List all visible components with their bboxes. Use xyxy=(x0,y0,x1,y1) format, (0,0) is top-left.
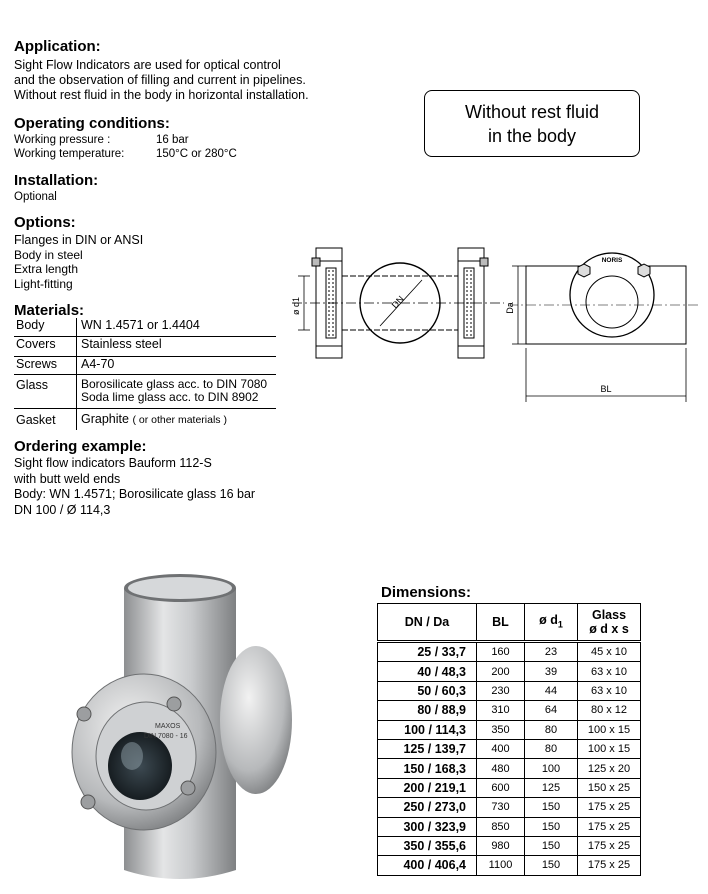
material-part: Body xyxy=(14,318,77,336)
materials-row xyxy=(14,356,276,374)
bolt-icon xyxy=(81,795,95,809)
table-row xyxy=(378,856,641,875)
ordering-line: Body: WN 1.4571; Borosilicate glass 16 bar xyxy=(14,487,256,501)
brand-label: NORIS xyxy=(601,257,623,264)
da-label: Da xyxy=(505,302,515,314)
table-row xyxy=(378,817,641,836)
options-item: Flanges in DIN or ANSI xyxy=(14,233,144,247)
options-list xyxy=(14,233,143,291)
callout-line: in the body xyxy=(487,126,577,146)
ordering-line: Sight flow indicators Bauform 112-S xyxy=(14,456,212,470)
cell-bl: 160 xyxy=(477,642,525,662)
bolt-icon xyxy=(167,697,181,711)
material-note: ( or other materials ) xyxy=(132,413,227,426)
application-line: and the observation of filling and current in pipelines. xyxy=(14,73,306,87)
application-text xyxy=(14,58,309,103)
cell-glass: 175 x 25 xyxy=(578,817,641,836)
ordering-heading: Ordering example: xyxy=(14,438,147,455)
cell-dn-da: 100 / 114,3 xyxy=(378,720,477,739)
col-d1-label: ø d xyxy=(539,612,558,627)
material-value: Stainless steel xyxy=(77,336,277,356)
table-row xyxy=(378,778,641,797)
cell-dn-da: 40 / 48,3 xyxy=(378,662,477,681)
temperature-label: Working temperature: xyxy=(14,148,125,160)
cell-bl: 200 xyxy=(477,662,525,681)
cell-d1: 150 xyxy=(525,836,578,855)
callout-line: Without rest fluid xyxy=(464,102,600,122)
cell-d1: 150 xyxy=(525,817,578,836)
material-part: Gasket xyxy=(14,408,77,430)
application-heading: Application: xyxy=(14,38,101,55)
material-part: Screws xyxy=(14,356,77,374)
table-row xyxy=(378,720,641,739)
nut xyxy=(638,264,650,277)
cell-glass: 175 x 25 xyxy=(578,856,641,875)
table-header-row xyxy=(378,604,641,642)
side-view xyxy=(508,253,698,402)
cell-glass: 150 x 25 xyxy=(578,778,641,797)
cell-glass: 100 x 15 xyxy=(578,720,641,739)
cell-glass: 100 x 15 xyxy=(578,739,641,758)
cell-bl: 730 xyxy=(477,798,525,817)
cell-glass: 175 x 25 xyxy=(578,836,641,855)
technical-drawing xyxy=(282,236,708,406)
cell-d1: 150 xyxy=(525,856,578,875)
product-photo xyxy=(60,570,310,888)
bolt-icon xyxy=(77,707,91,721)
material-part: Covers xyxy=(14,336,77,356)
material-value xyxy=(77,408,277,430)
application-line: Sight Flow Indicators are used for optical control xyxy=(14,58,281,72)
cell-bl: 400 xyxy=(477,739,525,758)
material-value-text: Graphite xyxy=(81,411,129,426)
pressure-label: Working pressure : xyxy=(14,134,111,146)
pressure-value: 16 bar xyxy=(156,134,189,146)
table-row xyxy=(378,759,641,778)
d1-label: ø d1 xyxy=(291,296,301,316)
cell-bl: 350 xyxy=(477,720,525,739)
bolt xyxy=(480,258,488,266)
table-row xyxy=(378,662,641,681)
ordering-text xyxy=(14,456,255,518)
cell-dn-da: 250 / 273,0 xyxy=(378,798,477,817)
table-row xyxy=(378,701,641,720)
cell-dn-da: 400 / 406,4 xyxy=(378,856,477,875)
cell-d1: 125 xyxy=(525,778,578,797)
material-part: Glass xyxy=(14,374,77,408)
material-value-line: Soda lime glass acc. to DIN 8902 xyxy=(81,389,259,404)
table-row xyxy=(378,642,641,662)
cell-d1: 80 xyxy=(525,739,578,758)
cell-dn-da: 200 / 219,1 xyxy=(378,778,477,797)
callout-box xyxy=(424,90,640,157)
col-d1-sub: 1 xyxy=(557,619,563,630)
cell-dn-da: 150 / 168,3 xyxy=(378,759,477,778)
cell-bl: 980 xyxy=(477,836,525,855)
plate-label: MAXOS xyxy=(155,723,181,730)
col-bl: BL xyxy=(477,604,525,642)
materials-table xyxy=(14,318,276,430)
col-d1 xyxy=(525,604,578,642)
table-row xyxy=(378,681,641,700)
cell-d1: 80 xyxy=(525,720,578,739)
cell-d1: 44 xyxy=(525,681,578,700)
cell-dn-da: 50 / 60,3 xyxy=(378,681,477,700)
installation-heading: Installation: xyxy=(14,172,99,189)
col-glass-line: ø d x s xyxy=(589,622,629,636)
materials-row xyxy=(14,408,276,430)
nut xyxy=(578,264,590,277)
cell-dn-da: 125 / 139,7 xyxy=(378,739,477,758)
ordering-line: DN 100 / Ø 114,3 xyxy=(14,502,111,517)
cell-dn-da: 80 / 88,9 xyxy=(378,701,477,720)
bolt xyxy=(312,258,320,266)
cell-glass: 45 x 10 xyxy=(578,642,641,662)
options-item: Body in steel xyxy=(14,247,83,262)
bolt-icon xyxy=(181,781,195,795)
materials-heading: Materials: xyxy=(14,302,85,319)
materials-row xyxy=(14,318,276,336)
cell-dn-da: 25 / 33,7 xyxy=(378,642,477,662)
material-value: A4-70 xyxy=(77,356,277,374)
material-value-line: Borosilicate glass acc. to DIN 7080 xyxy=(81,376,268,391)
plate-label: DIN 7080 - 16 xyxy=(144,733,188,740)
cell-glass: 63 x 10 xyxy=(578,662,641,681)
temperature-value: 150°C or 280°C xyxy=(156,148,237,160)
cell-d1: 39 xyxy=(525,662,578,681)
dimensions-table xyxy=(377,603,641,876)
cell-d1: 23 xyxy=(525,642,578,662)
cell-glass: 80 x 12 xyxy=(578,701,641,720)
dimensions-body xyxy=(378,642,641,876)
cell-d1: 64 xyxy=(525,701,578,720)
cell-bl: 310 xyxy=(477,701,525,720)
table-row xyxy=(378,836,641,855)
table-row xyxy=(378,739,641,758)
material-value xyxy=(77,374,277,408)
cell-dn-da: 300 / 323,9 xyxy=(378,817,477,836)
material-value: WN 1.4571 or 1.4404 xyxy=(77,318,277,336)
cell-d1: 150 xyxy=(525,798,578,817)
materials-row xyxy=(14,374,276,408)
dn-label: DN xyxy=(389,293,406,311)
col-dn-da: DN / Da xyxy=(378,604,477,642)
cell-bl: 230 xyxy=(477,681,525,700)
installation-value: Optional xyxy=(14,191,57,203)
cell-bl: 850 xyxy=(477,817,525,836)
cell-dn-da: 350 / 355,6 xyxy=(378,836,477,855)
ordering-line: with butt weld ends xyxy=(14,471,121,486)
pipe-end-inner xyxy=(128,577,232,599)
col-glass-line: Glass xyxy=(591,608,627,622)
cell-bl: 1100 xyxy=(477,856,525,875)
dimensions-heading: Dimensions: xyxy=(381,584,472,601)
materials-row xyxy=(14,336,276,356)
options-item: Extra length xyxy=(14,262,79,276)
cell-bl: 480 xyxy=(477,759,525,778)
sight-glass xyxy=(108,732,172,800)
cell-glass: 175 x 25 xyxy=(578,798,641,817)
cell-glass: 63 x 10 xyxy=(578,681,641,700)
cell-glass: 125 x 20 xyxy=(578,759,641,778)
back-flange xyxy=(220,646,292,794)
operating-heading: Operating conditions: xyxy=(14,115,170,132)
application-line: Without rest fluid in the body in horizontal installation. xyxy=(14,88,309,102)
bl-label: BL xyxy=(600,384,612,394)
cell-bl: 600 xyxy=(477,778,525,797)
options-heading: Options: xyxy=(14,214,76,231)
table-row xyxy=(378,798,641,817)
col-glass xyxy=(578,604,641,642)
options-item: Light-fitting xyxy=(14,276,73,291)
cell-d1: 100 xyxy=(525,759,578,778)
